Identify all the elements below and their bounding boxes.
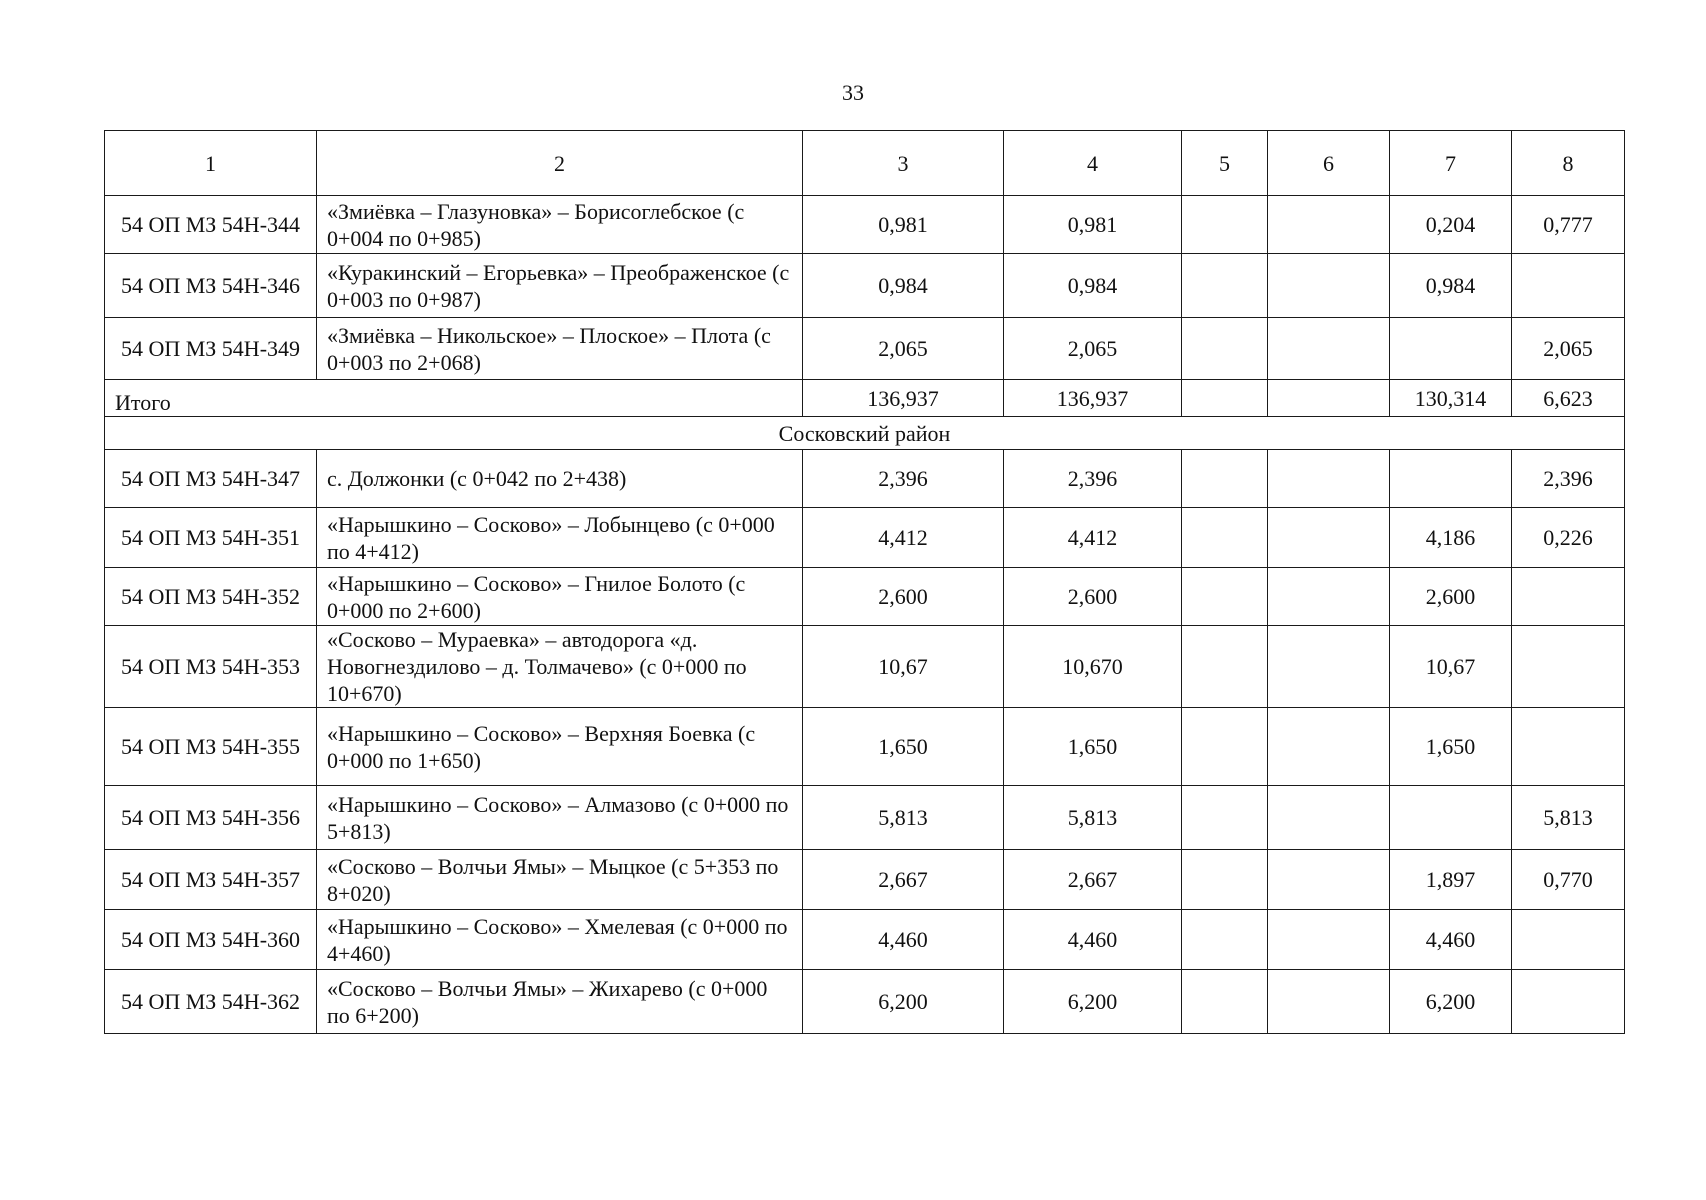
value-cell-6 bbox=[1268, 626, 1390, 708]
value-cell-7: 1,897 bbox=[1390, 850, 1512, 910]
value-cell-3: 2,667 bbox=[803, 850, 1004, 910]
road-code-cell: 54 ОП МЗ 54Н-347 bbox=[105, 450, 317, 508]
road-name-cell: с. Должонки (с 0+042 по 2+438) bbox=[317, 450, 803, 508]
value-cell-4: 0,984 bbox=[1004, 254, 1182, 318]
value-cell-7: 0,984 bbox=[1390, 254, 1512, 318]
section-row bbox=[105, 417, 1625, 450]
road-name-cell: «Змиёвка – Глазуновка» – Борисоглебское (с 0+004 по 0+985) bbox=[317, 196, 803, 254]
value-cell-6 bbox=[1268, 254, 1390, 318]
table-row bbox=[105, 196, 1625, 254]
value-cell-6 bbox=[1268, 450, 1390, 508]
value-cell-6 bbox=[1268, 970, 1390, 1034]
value-cell-8: 0,226 bbox=[1512, 508, 1625, 568]
value-cell-4: 5,813 bbox=[1004, 786, 1182, 850]
road-code-cell: 54 ОП МЗ 54Н-344 bbox=[105, 196, 317, 254]
value-cell-4: 4,412 bbox=[1004, 508, 1182, 568]
value-cell-6 bbox=[1268, 196, 1390, 254]
header-cell: 2 bbox=[317, 131, 803, 196]
header-cell: 8 bbox=[1512, 131, 1625, 196]
value-cell-3: 4,412 bbox=[803, 508, 1004, 568]
value-cell-3: 2,396 bbox=[803, 450, 1004, 508]
road-name-cell: «Нарышкино – Сосково» – Хмелевая (с 0+000 по 4+460) bbox=[317, 910, 803, 970]
value-cell-7: 6,200 bbox=[1390, 970, 1512, 1034]
total-c5 bbox=[1182, 380, 1268, 417]
header-row bbox=[105, 131, 1625, 196]
road-code-cell: 54 ОП МЗ 54Н-360 bbox=[105, 910, 317, 970]
value-cell-8: 5,813 bbox=[1512, 786, 1625, 850]
header-cell: 5 bbox=[1182, 131, 1268, 196]
value-cell-8: 2,065 bbox=[1512, 318, 1625, 380]
value-cell-6 bbox=[1268, 508, 1390, 568]
header-cell: 1 bbox=[105, 131, 317, 196]
table-row bbox=[105, 910, 1625, 970]
header-cell: 6 bbox=[1268, 131, 1390, 196]
road-name-cell: «Нарышкино – Сосково» – Верхняя Боевка (с 0+000 по 1+650) bbox=[317, 708, 803, 786]
road-code-cell: 54 ОП МЗ 54Н-353 bbox=[105, 626, 317, 708]
road-code-cell: 54 ОП МЗ 54Н-346 bbox=[105, 254, 317, 318]
value-cell-5 bbox=[1182, 196, 1268, 254]
value-cell-3: 2,600 bbox=[803, 568, 1004, 626]
value-cell-7: 10,67 bbox=[1390, 626, 1512, 708]
value-cell-3: 10,67 bbox=[803, 626, 1004, 708]
page-number: 33 bbox=[842, 80, 864, 105]
value-cell-5 bbox=[1182, 786, 1268, 850]
value-cell-6 bbox=[1268, 318, 1390, 380]
value-cell-5 bbox=[1182, 910, 1268, 970]
road-name-cell: «Куракинский – Егорьевка» – Преображенское (с 0+003 по 0+987) bbox=[317, 254, 803, 318]
roads-table bbox=[104, 130, 1625, 1034]
table-row bbox=[105, 626, 1625, 708]
road-code-cell: 54 ОП МЗ 54Н-356 bbox=[105, 786, 317, 850]
value-cell-3: 4,460 bbox=[803, 910, 1004, 970]
road-name-cell: «Змиёвка – Никольское» – Плоское» – Плота (с 0+003 по 2+068) bbox=[317, 318, 803, 380]
value-cell-5 bbox=[1182, 708, 1268, 786]
value-cell-8 bbox=[1512, 970, 1625, 1034]
value-cell-4: 0,981 bbox=[1004, 196, 1182, 254]
value-cell-7 bbox=[1390, 786, 1512, 850]
road-name-cell: «Сосково – Волчьи Ямы» – Жихарево (с 0+000 по 6+200) bbox=[317, 970, 803, 1034]
value-cell-6 bbox=[1268, 568, 1390, 626]
value-cell-8: 0,777 bbox=[1512, 196, 1625, 254]
table-row bbox=[105, 568, 1625, 626]
value-cell-8: 0,770 bbox=[1512, 850, 1625, 910]
total-c8: 6,623 bbox=[1512, 380, 1625, 417]
value-cell-8 bbox=[1512, 626, 1625, 708]
value-cell-3: 1,650 bbox=[803, 708, 1004, 786]
value-cell-5 bbox=[1182, 318, 1268, 380]
value-cell-3: 0,984 bbox=[803, 254, 1004, 318]
road-code-cell: 54 ОП МЗ 54Н-355 bbox=[105, 708, 317, 786]
value-cell-7: 0,204 bbox=[1390, 196, 1512, 254]
value-cell-5 bbox=[1182, 450, 1268, 508]
table-row bbox=[105, 318, 1625, 380]
value-cell-5 bbox=[1182, 568, 1268, 626]
value-cell-4: 6,200 bbox=[1004, 970, 1182, 1034]
value-cell-7: 2,600 bbox=[1390, 568, 1512, 626]
road-code-cell: 54 ОП МЗ 54Н-352 bbox=[105, 568, 317, 626]
total-c3: 136,937 bbox=[803, 380, 1004, 417]
header-cell: 7 bbox=[1390, 131, 1512, 196]
value-cell-4: 4,460 bbox=[1004, 910, 1182, 970]
table-row bbox=[105, 708, 1625, 786]
value-cell-3: 5,813 bbox=[803, 786, 1004, 850]
road-code-cell: 54 ОП МЗ 54Н-357 bbox=[105, 850, 317, 910]
road-name-cell: «Нарышкино – Сосково» – Гнилое Болото (с 0+000 по 2+600) bbox=[317, 568, 803, 626]
value-cell-6 bbox=[1268, 850, 1390, 910]
section-title: Сосковский район bbox=[105, 417, 1625, 450]
value-cell-8 bbox=[1512, 910, 1625, 970]
table-row bbox=[105, 970, 1625, 1034]
value-cell-6 bbox=[1268, 786, 1390, 850]
value-cell-7 bbox=[1390, 450, 1512, 508]
value-cell-5 bbox=[1182, 254, 1268, 318]
road-code-cell: 54 ОП МЗ 54Н-351 bbox=[105, 508, 317, 568]
value-cell-7: 4,460 bbox=[1390, 910, 1512, 970]
value-cell-6 bbox=[1268, 910, 1390, 970]
total-row bbox=[105, 380, 1625, 417]
total-c6 bbox=[1268, 380, 1390, 417]
value-cell-6 bbox=[1268, 708, 1390, 786]
value-cell-8 bbox=[1512, 254, 1625, 318]
value-cell-4: 2,396 bbox=[1004, 450, 1182, 508]
road-name-cell: «Нарышкино – Сосково» – Алмазово (с 0+000 по 5+813) bbox=[317, 786, 803, 850]
road-code-cell: 54 ОП МЗ 54Н-362 bbox=[105, 970, 317, 1034]
value-cell-7: 4,186 bbox=[1390, 508, 1512, 568]
value-cell-3: 2,065 bbox=[803, 318, 1004, 380]
value-cell-7 bbox=[1390, 318, 1512, 380]
value-cell-5 bbox=[1182, 626, 1268, 708]
header-cell: 4 bbox=[1004, 131, 1182, 196]
road-name-cell: «Сосково – Волчьи Ямы» – Мыцкое (с 5+353 по 8+020) bbox=[317, 850, 803, 910]
value-cell-5 bbox=[1182, 970, 1268, 1034]
value-cell-4: 1,650 bbox=[1004, 708, 1182, 786]
value-cell-4: 2,667 bbox=[1004, 850, 1182, 910]
table-row bbox=[105, 786, 1625, 850]
table-row bbox=[105, 254, 1625, 318]
value-cell-5 bbox=[1182, 850, 1268, 910]
value-cell-4: 2,600 bbox=[1004, 568, 1182, 626]
value-cell-4: 2,065 bbox=[1004, 318, 1182, 380]
table-row bbox=[105, 450, 1625, 508]
road-name-cell: «Нарышкино – Сосково» – Лобынцево (с 0+000 по 4+412) bbox=[317, 508, 803, 568]
total-c4: 136,937 bbox=[1004, 380, 1182, 417]
value-cell-7: 1,650 bbox=[1390, 708, 1512, 786]
value-cell-8: 2,396 bbox=[1512, 450, 1625, 508]
value-cell-8 bbox=[1512, 568, 1625, 626]
total-c7: 130,314 bbox=[1390, 380, 1512, 417]
road-code-cell: 54 ОП МЗ 54Н-349 bbox=[105, 318, 317, 380]
value-cell-3: 0,981 bbox=[803, 196, 1004, 254]
value-cell-4: 10,670 bbox=[1004, 626, 1182, 708]
road-name-cell: «Сосково – Мураевка» – автодорога «д. Новогнездилово – д. Толмачево» (с 0+000 по 10+670) bbox=[317, 626, 803, 708]
table-row bbox=[105, 850, 1625, 910]
value-cell-8 bbox=[1512, 708, 1625, 786]
value-cell-3: 6,200 bbox=[803, 970, 1004, 1034]
header-cell: 3 bbox=[803, 131, 1004, 196]
table-row bbox=[105, 508, 1625, 568]
total-label: Итого bbox=[105, 380, 803, 417]
value-cell-5 bbox=[1182, 508, 1268, 568]
